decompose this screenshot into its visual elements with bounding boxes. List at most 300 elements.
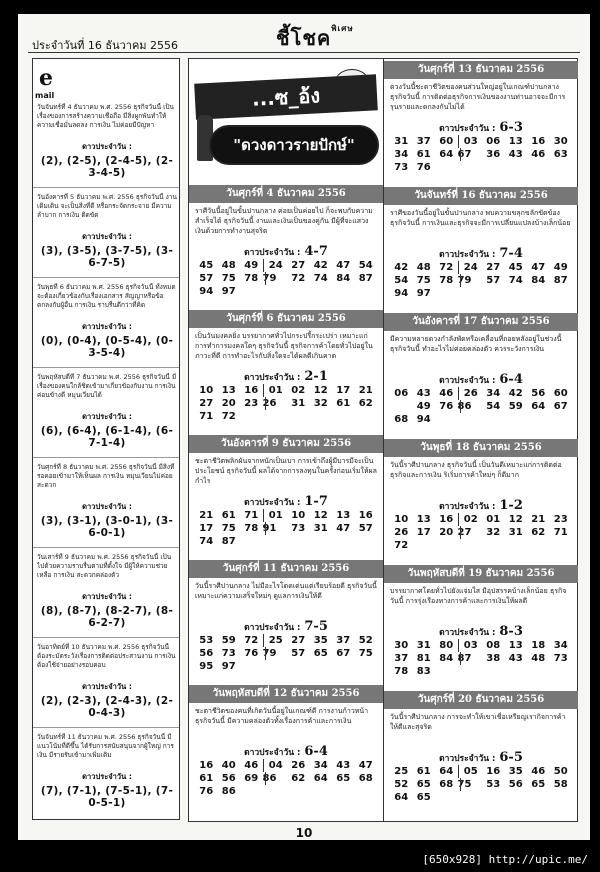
grid-number: 13 [508, 136, 523, 147]
section-label [384, 625, 578, 639]
section-heading: วันพฤหัสบดีที่ 12 ธันวาคม 2556 [189, 685, 383, 703]
left-entry-label: ดาวประจำวัน : [82, 502, 132, 511]
grid-number: 61 [336, 398, 351, 409]
grid-number: 49 [244, 260, 259, 271]
section-label [384, 751, 578, 765]
grid-number: 75 [457, 779, 472, 790]
grid-number: 87 [457, 653, 472, 664]
grid-number: 02 [463, 514, 478, 525]
forecast-section [384, 565, 578, 678]
grid-number: 18 [531, 640, 546, 651]
left-entry [37, 193, 177, 269]
number-grid [189, 509, 383, 548]
grid-number: 16 [358, 510, 373, 521]
grid-number: 78 [244, 523, 259, 534]
grid-number: 86 [457, 401, 472, 412]
forecast-section [384, 439, 578, 552]
grid-number: 16 [199, 760, 214, 771]
forecast-section [384, 313, 578, 426]
grid-number: 61 [221, 510, 236, 521]
grid-number: 13 [416, 514, 431, 525]
grid-number: 13 [336, 510, 351, 521]
section-heading: วันพุธที่ 18 ธันวาคม 2556 [384, 439, 578, 457]
left-entry-numbers: (3), (3-5), (3-7-5), (3-6-7-5) [40, 245, 174, 269]
grid-number: 46 [531, 149, 546, 160]
grid-number: 04 [268, 760, 283, 771]
grid-number: 36 [486, 149, 501, 160]
grid-number: 81 [416, 653, 431, 664]
grid-number: 43 [508, 653, 523, 664]
grid-number: 67 [457, 149, 472, 160]
section-label [384, 373, 578, 387]
section-body: ราศีวันนี้อยู่ในขั้นปานกลาง ค่อยเป็นค่อยไป ก็จะพบกับความสำเร็จได้ ธุรกิจวันนี้ งานและเงินเป็นของคู่กัน มีผู้ที่จะแสวงเงินด้วยการทำงานสุจริต [195, 207, 373, 235]
grid-number: 67 [553, 401, 568, 412]
grid-number: 21 [531, 514, 546, 525]
left-entry [37, 553, 177, 629]
section-label [189, 245, 383, 259]
grid-number: 13 [508, 640, 523, 651]
section-heading: วันศุกร์ที่ 4 ธันวาคม 2556 [189, 185, 383, 203]
left-separator [33, 727, 179, 728]
grid-number: 47 [336, 523, 351, 534]
grid-number: 31 [291, 398, 306, 409]
section-heading: วันอังคารที่ 9 ธันวาคม 2556 [189, 435, 383, 453]
section-label [189, 745, 383, 759]
grid-number: 54 [358, 260, 373, 271]
grid-number: 54 [394, 275, 409, 286]
number-grid [384, 513, 578, 552]
grid-number: 83 [416, 666, 431, 677]
grid-number: 62 [291, 773, 306, 784]
left-entry-numbers: (2), (2-3), (2-4-3), (2-0-4-3) [40, 695, 174, 719]
section-body: เป็นวันมงคลยิ่ง บรรยากาศทั่วไปกระปรี้กระเปร่า เหมาะแก่การทำการมงคลใดๆ ธุรกิจวันนี้ ธุรกิจการค้าโดยทั่วไปอยู่ในภาวะที่ดี การทำอะไรกับสิ่งใดจะได้ผลดีเกินคาด [195, 332, 373, 360]
left-entry [37, 283, 177, 359]
magazine-page [18, 14, 590, 840]
grid-number: 32 [313, 398, 328, 409]
grid-number: 47 [358, 760, 373, 771]
number-grid [189, 384, 383, 423]
grid-number: 03 [463, 136, 478, 147]
section-heading: วันอังคารที่ 17 ธันวาคม 2556 [384, 313, 578, 331]
grid-number: 24 [268, 260, 283, 271]
grid-number: 73 [553, 653, 568, 664]
grid-number: 79 [262, 273, 277, 284]
section-body: ชะตาชีวิตพลิกผันจากหนักเป็นเบา การเข้าถึงผู้มีบารมีจะเป็นประโยชน์ ธุรกิจวันนี้ ผลได้จากการลงทุนในครั้งก่อนเริ่มให้ผลกำไร [195, 457, 377, 485]
section-body: ราศีของวันนี้อยู่ในขั้นปานกลาง พบความขลุกขลักขัดข้อง ธุรกิจวันนี้ การเงินและธุรกิจจะมีการเปลี่ยนแปลงบ้างเล็กน้อย [390, 209, 571, 227]
grid-number: 60 [553, 388, 568, 399]
grid-number: 97 [221, 286, 236, 297]
grid-number: 26 [262, 398, 277, 409]
grid-number: 40 [221, 760, 236, 771]
page-number: 10 [295, 826, 313, 840]
left-entry-text: วันจันทร์ที่ 11 ธันวาคม พ.ศ. 2556 ธุรกิจวันนี้ มีแนวโน้มที่ดีขึ้น ได้รับการสนับสนุนจากผู้ใหญ่ การเงิน มีรายรับเข้ามาเพิ่มเติม [37, 733, 174, 759]
left-entry-label: ดาวประจำวัน : [82, 412, 132, 421]
forecast-section [189, 560, 383, 673]
grid-number: 57 [291, 648, 306, 659]
grid-number: 17 [336, 385, 351, 396]
grid-number: 73 [221, 648, 236, 659]
grid-number: 10 [199, 385, 214, 396]
grid-number: 37 [394, 653, 409, 664]
grid-number: 73 [394, 162, 409, 173]
grid-number: 32 [486, 527, 501, 538]
left-entry-label: ดาวประจำวัน : [82, 772, 132, 781]
header-rule [28, 52, 580, 53]
grid-number: 27 [199, 398, 214, 409]
grid-number: 48 [221, 260, 236, 271]
grid-number: 26 [463, 388, 478, 399]
grid-number: 68 [358, 773, 373, 784]
left-entry-numbers: (0), (0-4), (0-5-4), (0-3-5-4) [40, 335, 174, 359]
grid-number: 31 [313, 523, 328, 534]
left-entry [37, 463, 177, 539]
grid-number: 23 [244, 398, 259, 409]
grid-number: 76 [416, 162, 431, 173]
grid-number: 17 [199, 523, 214, 534]
left-entry-text: วันศุกร์ที่ 8 ธันวาคม พ.ศ. 2556 ธุรกิจวันนี้ มีสิ่งที่รอคอยเข้ามาให้เห็นผล การเงิน หมุนเวียนไม่ค่อยสะดวก [37, 463, 175, 489]
grid-number: 84 [531, 275, 546, 286]
grid-number: 60 [439, 136, 454, 147]
email-logo-icon: e [39, 65, 53, 91]
grid-divider [262, 772, 288, 785]
grid-number: 67 [336, 648, 351, 659]
grid-number: 56 [508, 779, 523, 790]
left-entry-text: วันเสาร์ที่ 9 ธันวาคม พ.ศ. 2556 ธุรกิจวันนี้ เป็นไปด้วยความราบรื่นตามที่ตั้งใจ มีผู้ให้ความช่วยเหลือ การเงิน สะดวกคล่องตัว [37, 553, 172, 579]
grid-number: 65 [416, 792, 431, 803]
left-entry-numbers: (8), (8-7), (8-2-7), (8-6-2-7) [40, 605, 174, 629]
left-entry-numbers: (6), (6-4), (6-1-4), (6-7-1-4) [40, 425, 174, 449]
grid-number: 65 [313, 648, 328, 659]
grid-number: 21 [358, 385, 373, 396]
section-lucky-pair: 6-3 [499, 120, 523, 135]
number-grid [189, 759, 383, 798]
left-entry-text: วันพฤหัสบดีที่ 7 ธันวาคม พ.ศ. 2556 ธุรกิจวันนี้ มีเรื่องของคนใกล้ชิดเข้ามาเกี่ยวข้องกับงาน การเงิน ค่อนข้างดี หมุนเวียนได้ [37, 373, 177, 399]
section-lucky-pair: 7-4 [499, 246, 523, 261]
grid-number: 25 [394, 766, 409, 777]
page-header [18, 14, 590, 54]
section-label [384, 499, 578, 513]
grid-number: 54 [486, 401, 501, 412]
grid-number: 64 [394, 792, 409, 803]
section-label [189, 620, 383, 634]
left-separator [33, 637, 179, 638]
left-separator [33, 367, 179, 368]
grid-number: 74 [199, 536, 214, 547]
grid-number: 72 [221, 411, 236, 422]
grid-divider [262, 647, 288, 660]
grid-number: 50 [553, 766, 568, 777]
section-label [384, 247, 578, 261]
section-lucky-pair: 6-4 [304, 744, 328, 759]
number-grid [384, 765, 578, 804]
grid-number: 46 [439, 388, 454, 399]
section-label-text: ดาวประจำวัน : [244, 623, 301, 633]
grid-number: 94 [416, 414, 431, 425]
section-lucky-pair: 6-5 [499, 750, 523, 765]
grid-divider [262, 272, 288, 285]
left-column [32, 58, 180, 820]
grid-number: 47 [336, 260, 351, 271]
grid-number: 43 [336, 760, 351, 771]
section-lucky-pair: 8-3 [499, 624, 523, 639]
grid-number: 23 [553, 514, 568, 525]
grid-number: 57 [199, 273, 214, 284]
grid-number: 25 [268, 635, 283, 646]
grid-number: 75 [221, 523, 236, 534]
grid-number: 06 [486, 136, 501, 147]
forecast-section [189, 185, 383, 298]
grid-number: 80 [439, 640, 454, 651]
forecast-section [384, 61, 578, 174]
grid-number: 52 [358, 635, 373, 646]
left-entry-label: ดาวประจำวัน : [82, 682, 132, 691]
grid-number: 65 [531, 779, 546, 790]
grid-number: 27 [457, 527, 472, 538]
grid-number: 21 [199, 510, 214, 521]
grid-number: 34 [313, 760, 328, 771]
grid-number: 49 [553, 262, 568, 273]
grid-number: 95 [199, 661, 214, 672]
logo-mark: พิเศษ [331, 23, 354, 33]
section-body: ดวงวันนี้ชะตาชีวิตของคนส่วนใหญ่อยู่ในเกณฑ์ปานกลาง ธุรกิจวันนี้ การติดต่อธุรกิจการเงินของงานท่านอาจจะมีการรุนรายและตกลงกันไม่ได้ [390, 83, 566, 111]
section-label-text: ดาวประจำวัน : [439, 502, 496, 512]
grid-divider [262, 522, 288, 535]
grid-number: 86 [262, 773, 277, 784]
grid-number: 34 [394, 149, 409, 160]
grid-number: 03 [463, 640, 478, 651]
section-lucky-pair: 7-5 [304, 619, 328, 634]
grid-number: 56 [221, 773, 236, 784]
grid-number: 71 [199, 411, 214, 422]
banner-title: ...ซ_อ้ง [194, 74, 378, 119]
grid-number: 86 [221, 786, 236, 797]
grid-number: 87 [221, 536, 236, 547]
grid-number: 65 [336, 773, 351, 784]
grid-number: 75 [221, 273, 236, 284]
section-lucky-pair: 2-1 [304, 369, 328, 384]
grid-number: 71 [244, 510, 259, 521]
left-entry-numbers: (3), (3-1), (3-0-1), (3-6-0-1) [40, 515, 174, 539]
grid-number: 79 [262, 648, 277, 659]
section-label-text: ดาวประจำวัน : [439, 754, 496, 764]
grid-number: 74 [508, 275, 523, 286]
banner-subtitle: "ดวงดาวรายปักษ์" [209, 125, 379, 165]
grid-number: 53 [199, 635, 214, 646]
grid-number: 78 [439, 275, 454, 286]
section-body: วันนี้ราศีปานกลาง ไม่มีอะไรโดดเด่นแต่เรียบร้อยดี ธุรกิจวันนี้ เหมาะแก่ความเสร็จใหม่ๆ ดูแลการเงินให้ดี [195, 582, 377, 600]
grid-divider [457, 652, 483, 665]
main-panel [188, 58, 578, 822]
grid-number: 24 [463, 262, 478, 273]
section-heading: วันศุกร์ที่ 20 ธันวาคม 2556 [384, 691, 578, 709]
left-entry-text: วันจันทร์ที่ 4 ธันวาคม พ.ศ. 2556 ธุรกิจวันนี้ เป็นเรื่องของการสร้างความเชื่อถือ มีสิ่งผูกพันทำให้ความเชื่อมั่นลดลง การเงิน ไม่ค่อยมีปัญหา [37, 103, 174, 129]
section-heading: วันศุกร์ที่ 13 ธันวาคม 2556 [384, 61, 578, 79]
left-entry-label: ดาวประจำวัน : [82, 322, 132, 331]
grid-number: 97 [416, 288, 431, 299]
grid-number: 74 [313, 273, 328, 284]
grid-number: 76 [439, 401, 454, 412]
grid-number: 59 [508, 401, 523, 412]
left-entry-numbers: (2), (2-5), (2-4-5), (2-3-4-5) [40, 155, 174, 179]
section-label-text: ดาวประจำวัน : [244, 373, 301, 383]
grid-number: 87 [358, 273, 373, 284]
grid-number: 38 [486, 653, 501, 664]
grid-number: 64 [531, 401, 546, 412]
section-label-text: ดาวประจำวัน : [439, 124, 496, 134]
grid-divider [457, 778, 483, 791]
grid-number: 76 [199, 786, 214, 797]
grid-number: 52 [394, 779, 409, 790]
grid-number: 94 [199, 286, 214, 297]
grid-number: 58 [553, 779, 568, 790]
section-label-text: ดาวประจำวัน : [244, 498, 301, 508]
number-grid [384, 387, 578, 426]
grid-number: 31 [508, 527, 523, 538]
number-grid [384, 261, 578, 300]
grid-number: 73 [291, 523, 306, 534]
grid-number: 26 [394, 527, 409, 538]
grid-number: 01 [486, 514, 501, 525]
grid-empty [390, 400, 413, 413]
grid-number: 43 [416, 388, 431, 399]
left-separator [33, 187, 179, 188]
grid-number: 30 [394, 640, 409, 651]
grid-number: 76 [244, 648, 259, 659]
number-grid [189, 259, 383, 298]
grid-number: 53 [486, 779, 501, 790]
section-body: มีความหลายดวงกำลังพัดหรือเคลื่อนที่ถอยหลังอยู่ในช่วงนี้ ธุรกิจวันนี้ ทำอะไรไม่ค่อยคล่องตัว ควรระวังการเงิน [390, 335, 562, 353]
grid-number: 06 [394, 388, 409, 399]
grid-number: 68 [439, 779, 454, 790]
grid-number: 10 [394, 514, 409, 525]
grid-number: 61 [416, 149, 431, 160]
grid-number: 27 [291, 635, 306, 646]
section-body: บรรยากาศโดยทั่วไปยังแจ่มใส มีอุปสรรคบ้างเล็กน้อย ธุรกิจวันนี้ การรุ่งเรืองทางการค้าและการเงินให้ผลดี [390, 587, 567, 605]
forecast-section [189, 685, 383, 798]
grid-divider [457, 526, 483, 539]
grid-number: 34 [553, 640, 568, 651]
grid-divider [262, 397, 288, 410]
section-label [189, 370, 383, 384]
left-entry [37, 733, 177, 809]
grid-number: 01 [268, 510, 283, 521]
grid-number: 78 [394, 666, 409, 677]
watermark: [650x928] http://upic.me/ [416, 852, 594, 868]
grid-number: 75 [358, 648, 373, 659]
grid-number: 16 [531, 136, 546, 147]
grid-number: 56 [531, 388, 546, 399]
grid-number: 05 [463, 766, 478, 777]
grid-number: 62 [358, 398, 373, 409]
grid-number: 49 [416, 401, 431, 412]
grid-number: 08 [486, 640, 501, 651]
left-entry [37, 373, 177, 449]
grid-number: 56 [199, 648, 214, 659]
grid-number: 72 [244, 635, 259, 646]
section-label-text: ดาวประจำวัน : [439, 628, 496, 638]
grid-number: 91 [262, 523, 277, 534]
number-grid [384, 135, 578, 174]
magazine-logo [276, 22, 354, 54]
left-entry-label: ดาวประจำวัน : [82, 142, 132, 151]
grid-number: 64 [439, 766, 454, 777]
grid-number: 13 [221, 385, 236, 396]
grid-number: 46 [531, 766, 546, 777]
section-label-text: ดาวประจำวัน : [244, 248, 301, 258]
section-heading: วันจันทร์ที่ 16 ธันวาคม 2556 [384, 187, 578, 205]
logo-text: ชี้โชค [276, 26, 332, 50]
grid-number: 97 [221, 661, 236, 672]
grid-number: 31 [394, 136, 409, 147]
grid-number: 12 [313, 385, 328, 396]
left-separator [33, 547, 179, 548]
section-lucky-pair: 4-7 [304, 244, 328, 259]
grid-number: 46 [244, 760, 259, 771]
grid-number: 37 [336, 635, 351, 646]
grid-number: 71 [553, 527, 568, 538]
left-entry [37, 103, 177, 179]
grid-number: 42 [313, 260, 328, 271]
left-entry-text: วันอาทิตย์ที่ 10 ธันวาคม พ.ศ. 2556 ธุรกิจวันนี้ ต้องระมัดระวังเรื่องการติดต่อประสานงาน การเงิน ต้องใช้จ่ายอย่างรอบคอบ [37, 643, 176, 669]
grid-number: 16 [486, 766, 501, 777]
left-entry-label: ดาวประจำวัน : [82, 232, 132, 241]
grid-number: 27 [291, 260, 306, 271]
grid-number: 94 [394, 288, 409, 299]
grid-number: 62 [531, 527, 546, 538]
grid-number: 61 [416, 766, 431, 777]
forecast-section [384, 691, 578, 804]
section-body: ชะตาชีวิตของคนที่เกิดวันนี้อยู่ในเกณฑ์ดี การงานก้าวหน้า ธุรกิจวันนี้ มีความคล่องตัวทั้งเรื่องการค้าและการเงิน [195, 707, 369, 725]
grid-number: 37 [416, 136, 431, 147]
grid-number: 35 [508, 766, 523, 777]
section-label [189, 495, 383, 509]
grid-number: 61 [199, 773, 214, 784]
grid-number: 45 [508, 262, 523, 273]
grid-number: 84 [439, 653, 454, 664]
grid-number: 65 [416, 779, 431, 790]
left-entry-text: วันพุธที่ 6 ธันวาคม พ.ศ. 2556 ธุรกิจวันนี้ ทั้งหมดจะต้องเกี่ยวข้องกับเรื่องเอกสาร สัญญาหรือข้อตกลงกับผู้อื่น การเงิน ราบรื่นดีกว่าที่คิด [37, 283, 176, 309]
left-separator [33, 457, 179, 458]
grid-number: 48 [416, 262, 431, 273]
grid-number: 20 [221, 398, 236, 409]
grid-number: 64 [439, 149, 454, 160]
left-entry [37, 643, 177, 719]
grid-number: 63 [553, 149, 568, 160]
grid-number: 59 [221, 635, 236, 646]
grid-number: 17 [416, 527, 431, 538]
section-heading: วันศุกร์ที่ 6 ธันวาคม 2556 [189, 310, 383, 328]
section-label-text: ดาวประจำวัน : [439, 376, 496, 386]
left-entry-text: วันอังคารที่ 5 ธันวาคม พ.ศ. 2556 ธุรกิจวันนี้ งานเดิมเดิน จะเป็นสิ่งที่ดี หรือกระจัดกระจาย มีความลำบาก การเงิน ติดขัด [37, 193, 177, 219]
left-separator [33, 277, 179, 278]
grid-number: 01 [268, 385, 283, 396]
section-body: วันนี้ราศีปานกลาง การจะทำให้เขาเชื่อเหรียญเรากิจการค้าให้ดีและสุจริต [390, 713, 566, 731]
section-lucky-pair: 6-4 [499, 372, 523, 387]
grid-number: 69 [244, 773, 259, 784]
grid-number: 16 [439, 514, 454, 525]
grid-number: 42 [394, 262, 409, 273]
grid-number: 26 [291, 760, 306, 771]
grid-number: 20 [439, 527, 454, 538]
forecast-section [189, 435, 383, 548]
left-entry-numbers: (7), (7-1), (7-5-1), (7-0-5-1) [40, 785, 174, 809]
grid-number: 34 [486, 388, 501, 399]
grid-number: 48 [531, 653, 546, 664]
grid-number: 16 [244, 385, 259, 396]
grid-number: 87 [553, 275, 568, 286]
grid-number: 12 [313, 510, 328, 521]
number-grid [189, 634, 383, 673]
